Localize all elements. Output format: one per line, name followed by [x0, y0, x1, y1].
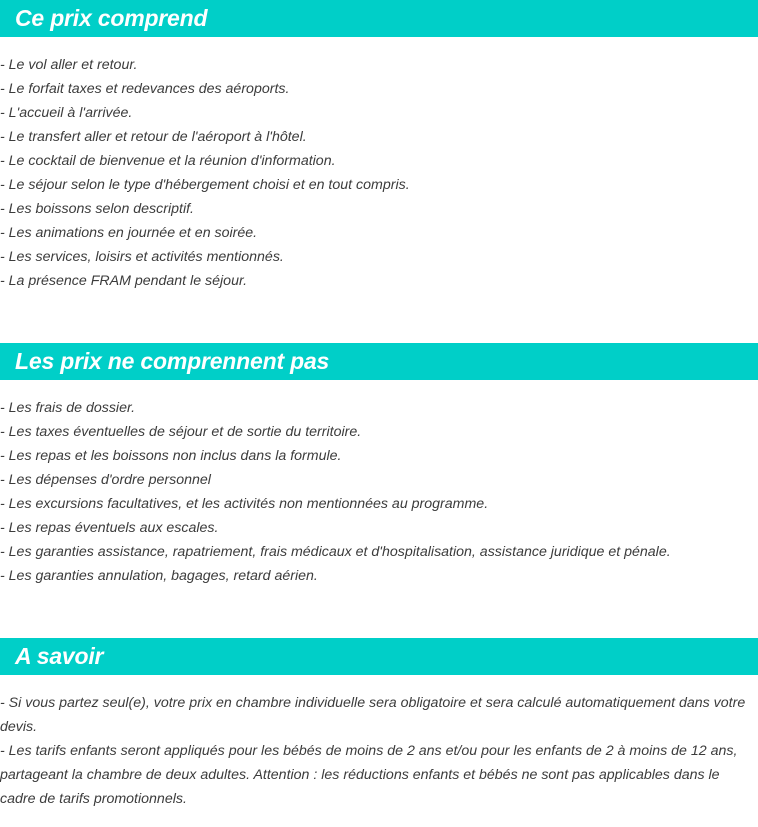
list-item: - Les garanties assistance, rapatriement, frais médicaux et d'hospitalisation, assistance juridique et pénale. — [0, 544, 671, 560]
list-item: - Les dépenses d'ordre personnel — [0, 472, 211, 488]
section-header-not-included — [0, 343, 758, 380]
list-item: - Le vol aller et retour. — [0, 57, 138, 73]
list-item: - Les garanties annulation, bagages, retard aérien. — [0, 568, 318, 584]
list-item: - Les tarifs enfants seront appliqués pour les bébés de moins de 2 ans et/ou pour les enfants de 2 à moins de 12 ans, partageant la chambre de deux adultes. Attention : les réductions enfants et bébés ne sont pas applicables dans le cadre de tarifs promotionnels. — [0, 743, 738, 807]
section-header-included — [0, 0, 758, 37]
list-item: - Le forfait taxes et redevances des aéroports. — [0, 81, 290, 97]
list-item: - L'accueil à l'arrivée. — [0, 105, 133, 121]
list-item: - Les taxes éventuelles de séjour et de sortie du territoire. — [0, 424, 362, 440]
list-item: - Les excursions facultatives, et les activités non mentionnées au programme. — [0, 496, 489, 512]
list-item: - Le séjour selon le type d'hébergement choisi et en tout compris. — [0, 177, 410, 193]
list-item: - Les services, loisirs et activités mentionnés. — [0, 249, 284, 265]
section-title: Ce prix comprend — [15, 5, 208, 31]
list-item: - La présence FRAM pendant le séjour. — [0, 273, 248, 289]
list-item: - Les repas et les boissons non inclus dans la formule. — [0, 448, 342, 464]
not-included-list — [0, 396, 758, 588]
list-item: - Si vous partez seul(e), votre prix en chambre individuelle sera obligatoire et sera calculé automatiquement dans votre devis. — [0, 695, 746, 735]
list-item: - Le transfert aller et retour de l'aéroport à l'hôtel. — [0, 129, 307, 145]
list-item: - Le cocktail de bienvenue et la réunion d'information. — [0, 153, 336, 169]
good-to-know-list — [0, 691, 758, 811]
list-item: - Les boissons selon descriptif. — [0, 201, 194, 217]
section-header-good-to-know — [0, 638, 758, 675]
section-title: Les prix ne comprennent pas — [15, 348, 330, 374]
included-list — [0, 53, 758, 293]
list-item: - Les repas éventuels aux escales. — [0, 520, 219, 536]
list-item: - Les frais de dossier. — [0, 400, 136, 416]
list-item: - Les animations en journée et en soirée. — [0, 225, 258, 241]
section-title: A savoir — [15, 643, 104, 669]
